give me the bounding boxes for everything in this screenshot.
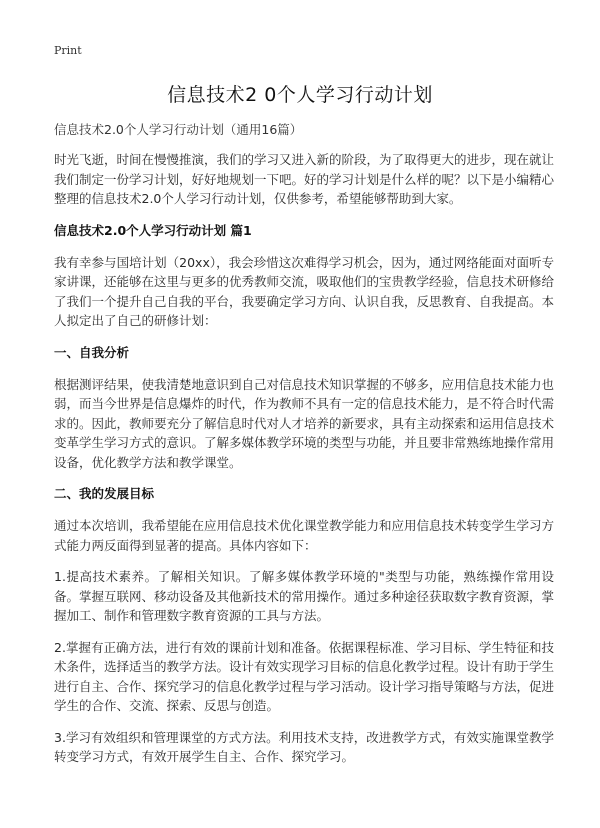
document-body (54, 120, 554, 779)
document-subtitle: 信息技术2.0个人学习行动计划（通用16篇） (54, 122, 303, 137)
section-self-analysis-heading: 一、自我分析 (54, 344, 130, 360)
section-self-analysis-body: 根据测评结果，使我清楚地意识到自己对信息技术知识掌握的不够多，应用信息技术能力也弱，而当今世界是信息爆炸的时代，作为教师不具有一定的信息技术能力，是不符合时代需求的。因此，教师要充分了解信息时代对人才培养的新要求，具有主动探索和运用信息技术变革学生学习方式的意识。了解多媒体教学环境的类型与功能，并且要非常熟练地操作常用设备，优化教学方法和教学课堂。 (54, 376, 555, 470)
section-goals-body: 通过本次培训，我希望能在应用信息技术优化课堂教学能力和应用信息技术转变学生学习方式能力两反面得到显著的提高。具体内容如下： (54, 518, 555, 553)
print-link[interactable]: Print (54, 44, 82, 57)
goal-item-2: 2.掌握有正确方法，进行有效的课前计划和准备。依据课程标准、学习目标、学生特征和技术条件，选择适当的教学方法。设计有效实现学习目标的信息化教学过程。设计有助于学生进行自主、合作、探究学习的信息化教学过程与学习活动。设计学习指导策略与方法，促进学生的合作、交流、探索、反思与创造。 (54, 639, 555, 713)
article-heading: 信息技术2.0个人学习行动计划 篇1 (54, 222, 252, 238)
section-goals-heading: 二、我的发展目标 (54, 486, 155, 501)
document-title: 信息技术2 0个人学习行动计划 (167, 84, 433, 106)
goal-item-3: 3.学习有效组织和管理课堂的方式方法。利用技术支持，改进教学方式，有效实施课堂教学转变学习方式，有效开展学生自主、合作、探究学习。 (54, 729, 554, 764)
article-intro-paragraph: 我有幸参与国培计划（20xx），我会珍惜这次难得学习机会，因为，通过网络能面对面听专家讲课，还能够在这里与更多的优秀教师交流，吸取他们的宝贵教学经验，信息技术研修给了我们一个提升自己自我的平台，我要确定学习方向、认识自我，反思教育、自我提高。本人拟定出了自己的研修计划： (54, 254, 555, 328)
intro-paragraph: 时光飞逝，时间在慢慢推演，我们的学习又进入新的阶段，为了取得更大的进步，现在就让我们制定一份学习计划，好好地规划一下吧。好的学习计划是什么样的呢？以下是小编精心整理的信息技术2.0个人学习行动计划，仅供参考，希望能够帮助到大家。 (54, 152, 555, 206)
goal-item-1: 1.提高技术素养。了解相关知识。了解多媒体教学环境的"类型与功能，熟练操作常用设备。掌握互联网、移动设备及其他新技术的常用操作。通过多种途径获取数字教育资源，掌握加工、制作和管理数字教育资源的工具与方法。 (54, 569, 555, 623)
